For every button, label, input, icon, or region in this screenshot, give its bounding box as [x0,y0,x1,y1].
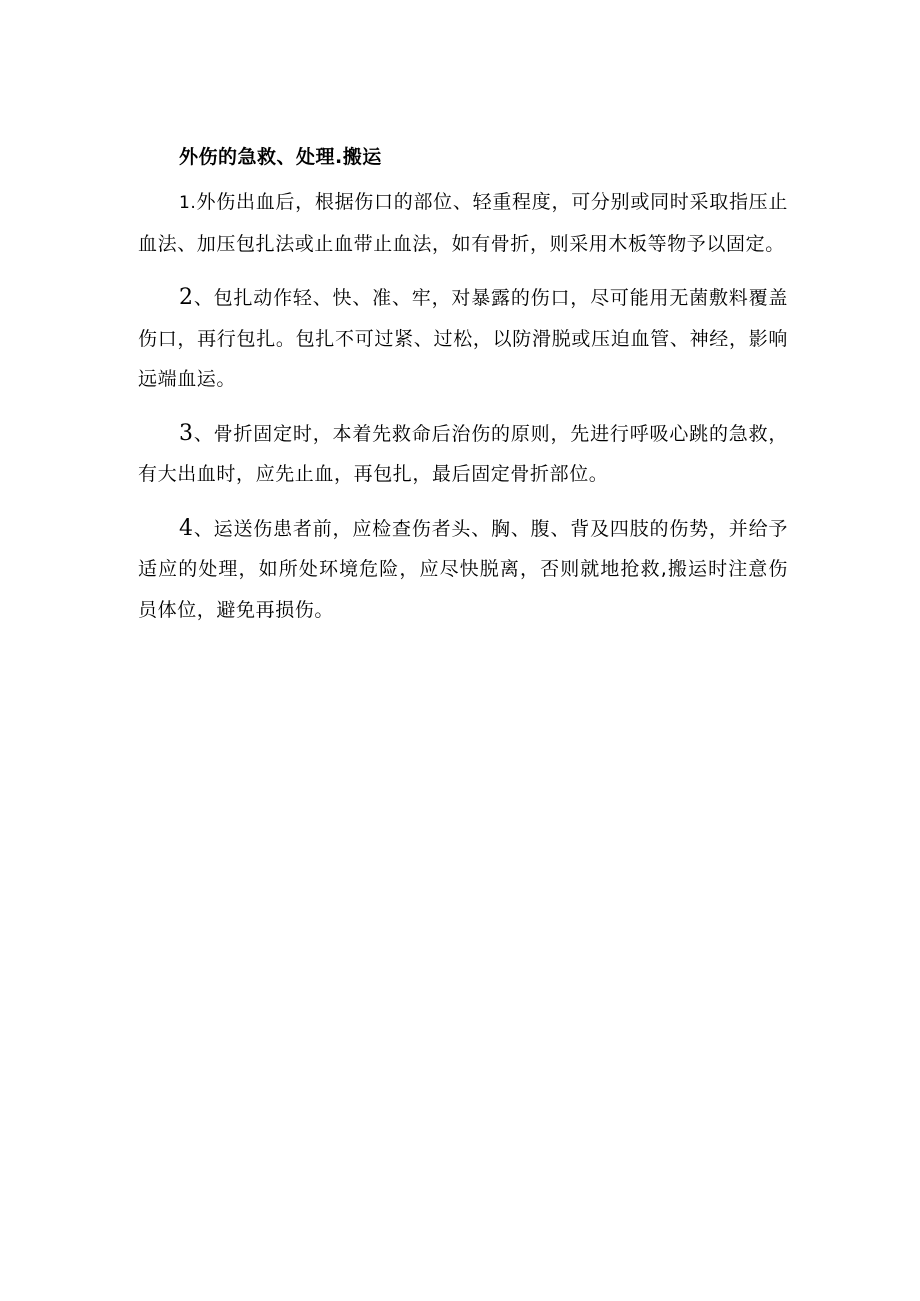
paragraph-number: 3 [179,420,194,446]
paragraph-text: 、运送伤患者前，应检查伤者头、胸、腹、背及四肢的伤势，并给予适应的处理，如所处环境危险，应尽快脱离，否则就地抢救,搬运时注意伤员体位，避免再损伤。 [138,517,788,621]
paragraph-text: 、包扎动作轻、快、准、牢，对暴露的伤口，尽可能用无菌敷料覆盖伤口，再行包扎。包扎不可过紧、过松，以防滑脱或压迫血管、神经，影响远端血运。 [138,287,788,390]
paragraph-number: 4 [179,515,194,541]
paragraph-2 [138,278,788,400]
paragraph-number: 1. [179,193,197,213]
document-body [138,136,788,644]
paragraph-text: 、骨折固定时，本着先救命后治伤的原则，先进行呼吸心跳的急救，有大出血时，应先止血，再包扎，最后固定骨折部位。 [138,422,788,485]
paragraph-4 [138,509,788,631]
paragraph-text: 外伤出血后，根据伤口的部位、轻重程度，可分别或同时采取指压止血法、加压包扎法或止血带止血法，如有骨折，则采用木板等物予以固定。 [138,191,788,255]
paragraph-number: 2 [179,285,194,310]
document-title: 外伤的急救、处理.搬运 [179,146,382,168]
paragraph-1 [138,182,788,264]
paragraph-3 [138,414,788,495]
